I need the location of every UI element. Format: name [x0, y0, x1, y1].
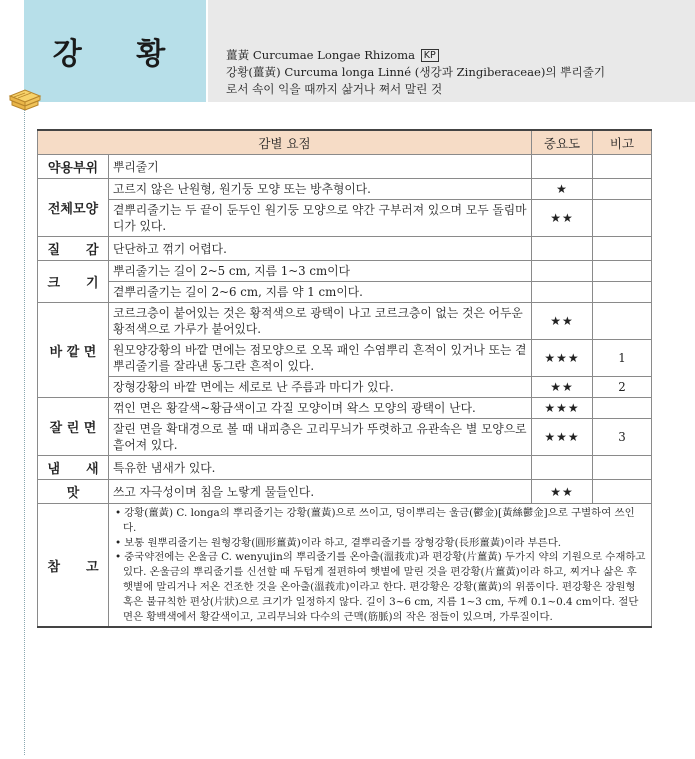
reference-row [38, 504, 652, 628]
description-cell: 뿌리줄기 [109, 155, 532, 179]
note-cell [593, 200, 652, 237]
note-cell [593, 261, 652, 282]
category-cell: 냄 새 [38, 456, 109, 480]
category-cell: 맛 [38, 480, 109, 504]
reference-cell [109, 504, 652, 628]
description-cell: 곁뿌리줄기는 길이 2~6 cm, 지름 약 1 cm이다. [109, 282, 532, 303]
table-row [38, 480, 652, 504]
description-cell: 고르지 않은 난원형, 원기둥 모양 또는 방추형이다. [109, 179, 532, 200]
header-line-2: 강황(薑黃) Curcuma longa Linné (생강과 Zingiberaceae)의 뿌리줄기 [226, 65, 606, 79]
reference-item: • 강황(薑黃) C. longa의 뿌리줄기는 강황(薑黃)으로 쓰이고, 덩이뿌리는 울금(鬱金)[黃絲鬱金]으로 구별하여 쓰인다. [123, 506, 647, 536]
importance-cell [532, 155, 593, 179]
description-cell: 원모양강황의 바깥 면에는 점모양으로 오목 패인 수염뿌리 흔적이 있거나 또는 곁뿌리줄기를 잘라낸 동그란 흔적이 있다. [109, 340, 532, 377]
reference-item: • 보통 원뿌리줄기는 원형강황(圓形薑黃)이라 하고, 곁뿌리줄기를 장형강황(長形薑黃)이라 부른다. [123, 536, 647, 551]
reference-item: • 중국약전에는 온울금 C. wenyujin의 뿌리줄기를 온아출(溫莪朮)과 편강황(片薑黃) 두가지 약의 기원으로 수재하고 있다. 온울금의 뿌리줄기를 신선할 때 두텁게 절편하여 햇볕에 말린 것을 편강황(片薑黃)이라 하고, 찌거나 삶은 후 햇볕에 말리거나 저온 건조한 것을 온아출(溫莪朮)이라고 한다. 편강황은 강황(薑黃)의 위품이다. 편강황은 장원형 혹은 불규칙한 편상(片狀)으로 크기가 일정하지 않다. 길이 3~6 cm, 지름 1~3 cm, 두께 0.1~0.4 cm이다. 절단면은 황백색에서 황갈색이고, 고리무늬와 다수의 근맥(筋脈)의 작은 점들이 있으며, 가루질이다. [123, 550, 647, 624]
importance-cell [532, 261, 593, 282]
description-cell: 단단하고 꺾기 어렵다. [109, 237, 532, 261]
importance-cell [532, 282, 593, 303]
importance-cell: ★★ [532, 303, 593, 340]
table-row [38, 200, 652, 237]
table-row [38, 155, 652, 179]
importance-cell: ★ [532, 179, 593, 200]
table-row [38, 419, 652, 456]
table-row [38, 282, 652, 303]
table-row [38, 456, 652, 480]
description-cell: 꺾인 면은 황갈색~황금색이고 각질 모양이며 왁스 모양의 광택이 난다. [109, 398, 532, 419]
header-line-1: 薑黃 Curcumae Longae Rhizoma [226, 48, 416, 62]
table-header-row [38, 130, 652, 155]
importance-cell: ★★ [532, 200, 593, 237]
note-cell [593, 155, 652, 179]
header-description [226, 47, 686, 98]
header-line-3: 로서 속이 익을 때까지 삶거나 쪄서 말린 것 [226, 82, 443, 96]
book-stack-icon [6, 84, 44, 112]
category-cell: 질 감 [38, 237, 109, 261]
description-cell: 잘린 면을 확대경으로 볼 때 내피층은 고리무늬가 뚜렷하고 유관속은 별 모양으로 흩어져 있다. [109, 419, 532, 456]
page-title: 강 황 [24, 0, 206, 102]
margin-dotted-line [24, 110, 25, 755]
note-cell: 2 [593, 377, 652, 398]
description-cell: 쓰고 자극성이며 침을 노랗게 물들인다. [109, 480, 532, 504]
description-cell: 곁뿌리줄기는 두 끝이 둔두인 원기둥 모양으로 약간 구부러져 있으며 모두 돌림마디가 있다. [109, 200, 532, 237]
category-cell: 바 깥 면 [38, 303, 109, 398]
table-row [38, 179, 652, 200]
note-cell [593, 303, 652, 340]
table-row [38, 303, 652, 340]
identification-table [37, 129, 652, 628]
note-cell [593, 237, 652, 261]
note-cell: 3 [593, 419, 652, 456]
category-cell: 약용부위 [38, 155, 109, 179]
header-importance: 중요도 [532, 130, 593, 155]
note-cell [593, 398, 652, 419]
table-row [38, 237, 652, 261]
importance-cell [532, 456, 593, 480]
note-cell [593, 480, 652, 504]
description-cell: 특유한 냄새가 있다. [109, 456, 532, 480]
table-row [38, 398, 652, 419]
importance-cell: ★★ [532, 480, 593, 504]
reference-category-cell: 참 고 [38, 504, 109, 628]
description-cell: 장형강황의 바깥 면에는 세로로 난 주름과 마디가 있다. [109, 377, 532, 398]
reference-list [113, 506, 647, 624]
category-cell: 전체모양 [38, 179, 109, 237]
note-cell: 1 [593, 340, 652, 377]
table-row [38, 377, 652, 398]
note-cell [593, 456, 652, 480]
kp-badge: KP [421, 49, 439, 62]
importance-cell [532, 237, 593, 261]
note-cell [593, 179, 652, 200]
importance-cell: ★★★ [532, 340, 593, 377]
table-row [38, 340, 652, 377]
description-cell: 뿌리줄기는 길이 2~5 cm, 지름 1~3 cm이다 [109, 261, 532, 282]
importance-cell: ★★ [532, 377, 593, 398]
header-main: 감별 요점 [38, 130, 532, 155]
category-cell: 크 기 [38, 261, 109, 303]
header-note: 비고 [593, 130, 652, 155]
importance-cell: ★★★ [532, 398, 593, 419]
category-cell: 잘 린 면 [38, 398, 109, 456]
note-cell [593, 282, 652, 303]
description-cell: 코르크층이 붙어있는 것은 황적색으로 광택이 나고 코르크층이 없는 것은 어두운 황적색으로 가루가 붙어있다. [109, 303, 532, 340]
table-row [38, 261, 652, 282]
importance-cell: ★★★ [532, 419, 593, 456]
